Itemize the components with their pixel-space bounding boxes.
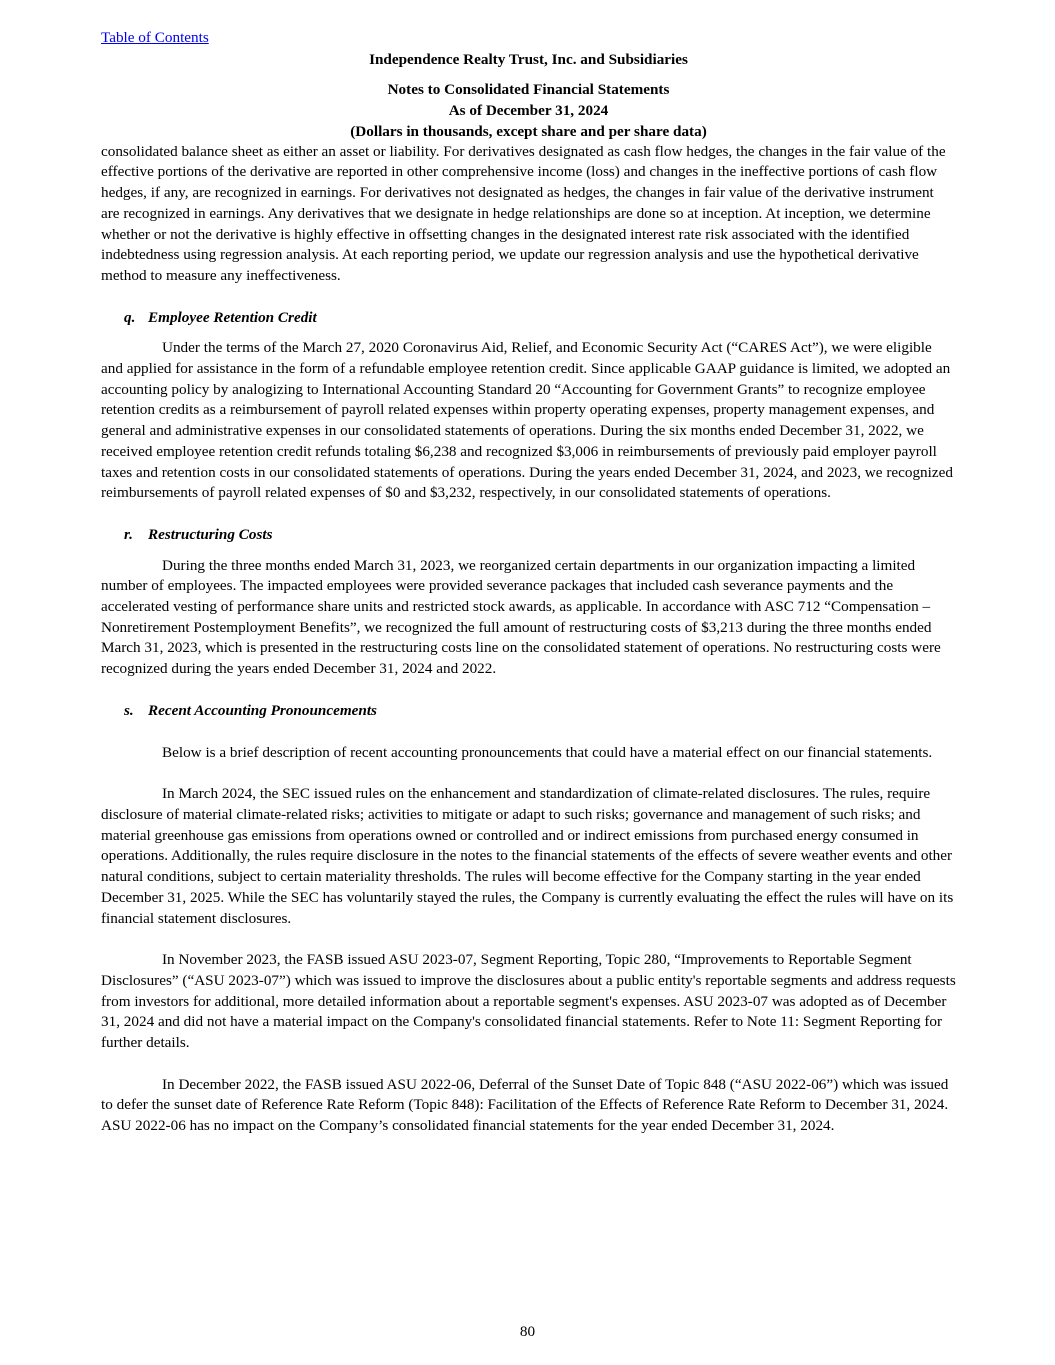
pronouncements-intro-paragraph: Below is a brief description of recent accounting pronouncements that could have a material effect on our financial statements.	[162, 743, 933, 761]
table-of-contents-link[interactable]: Table of Contents	[101, 29, 209, 46]
units-note: (Dollars in thousands, except share and per share data)	[350, 122, 707, 140]
section-letter: q.	[124, 308, 136, 326]
notes-title: Notes to Consolidated Financial Statements	[387, 80, 670, 98]
page-header	[101, 49, 956, 142]
restructuring-paragraph: During the three months ended March 31, 2023, we reorganized certain departments in our organization impacting a limited number of employees. The impacted employees were provided severance packages that included cash severance payments and the accelerated vesting of performance share units and restricted stock awards, as applicable. In accordance with ASC 712 “Compensation – Nonretirement Postemployment Benefits”, we recognized the full amount of restructuring costs of $3,213 during the three months ended March 31, 2023, which is presented in the restructuring costs line on the consolidated statement of operations. No restructuring costs were recognized during the years ended December 31, 2024 and 2022.	[101, 556, 941, 678]
asu-2023-07-paragraph: In November 2023, the FASB issued ASU 2023-07, Segment Reporting, Topic 280, “Improvements to Reportable Segment Disclosures” (“ASU 2023-07”) which was issued to improve the disclosures about a public entity's reportable segments and address requests from investors for additional, more detailed information about a reportable segment's expenses. ASU 2023-07 was adopted as of December 31, 2024 and did not have a material impact on the Company's consolidated financial statements. Refer to Note 11: Segment Reporting for further details.	[101, 951, 956, 1052]
report-date: As of December 31, 2024	[448, 101, 609, 119]
section-heading-r	[124, 525, 956, 546]
section-letter: r.	[124, 525, 133, 543]
section-title: Restructuring Costs	[148, 525, 273, 543]
section-letter: s.	[124, 701, 134, 719]
section-heading-q	[124, 308, 956, 329]
page-number: 80	[519, 1323, 536, 1340]
section-heading-s	[124, 701, 956, 722]
section-title: Employee Retention Credit	[148, 308, 317, 326]
company-name: Independence Realty Trust, Inc. and Subsidiaries	[369, 50, 688, 68]
intro-paragraph: consolidated balance sheet as either an asset or liability. For derivatives designated as cash flow hedges, the changes in the fair value of the effective portions of the derivative are reported in other comprehensive income (loss) and changes in the ineffective portions of cash flow hedges, if any, are recognized in earnings. For derivatives not designated as hedges, the changes in fair value of the derivative instrument are recognized in earnings. Any derivatives that we designate in hedge relationships are done so at inception. At inception, we determine whether or not the derivative is highly effective in offsetting changes in the designated interest rate risk associated with the identified indebtedness using regression analysis. At each reporting period, we update our regression analysis and use the hypothetical derivative method to measure any ineffectiveness.	[101, 142, 946, 284]
document-page	[101, 28, 956, 1137]
section-title: Recent Accounting Pronouncements	[148, 701, 377, 719]
asu-2022-06-paragraph: In December 2022, the FASB issued ASU 2022-06, Deferral of the Sunset Date of Topic 848 (“ASU 2022-06”) which was issued to defer the sunset date of Reference Rate Reform (Topic 848): Facilitation of the Effects of Reference Rate Reform to December 31, 2024. ASU 2022-06 has no impact on the Company’s consolidated financial statements for the year ended December 31, 2024.	[101, 1075, 949, 1135]
sec-climate-rules-paragraph: In March 2024, the SEC issued rules on the enhancement and standardization of climate-related disclosures. The rules, require disclosure of material climate-related risks; activities to mitigate or adapt to such risks; governance and management of such risks; and material greenhouse gas emissions from operations owned or controlled and or indirect emissions from purchased energy consumed in operations. Additionally, the rules require disclosure in the notes to the financial statements of the effects of severe weather events and other natural conditions, subject to certain materiality thresholds. The rules will become effective for the Company starting in the year ended December 31, 2025. While the SEC has voluntarily stayed the rules, the Company is currently evaluating the effect the rules will have on its financial statement disclosures.	[101, 785, 954, 927]
employee-retention-paragraph: Under the terms of the March 27, 2020 Coronavirus Aid, Relief, and Economic Security Act (“CARES Act”), we were eligible and applied for assistance in the form of a refundable employee retention credit. Since applicable GAAP guidance is limited, we adopted an accounting policy by analogizing to International Accounting Standard 20 “Accounting for Government Grants” to recognize employee retention credits as a reimbursement of payroll related expenses within property operating expenses, property management expenses, and general and administrative expenses in our consolidated statements of operations. During the six months ended December 31, 2022, we received employee retention credit refunds totaling $6,238 and recognized $3,006 in reimbursements of previously paid employer payroll taxes and retention costs in our consolidated statements of operations. During the years ended December 31, 2024, and 2023, we recognized reimbursements of payroll related expenses of $0 and $3,232, respectively, in our consolidated statements of operations.	[101, 339, 953, 502]
